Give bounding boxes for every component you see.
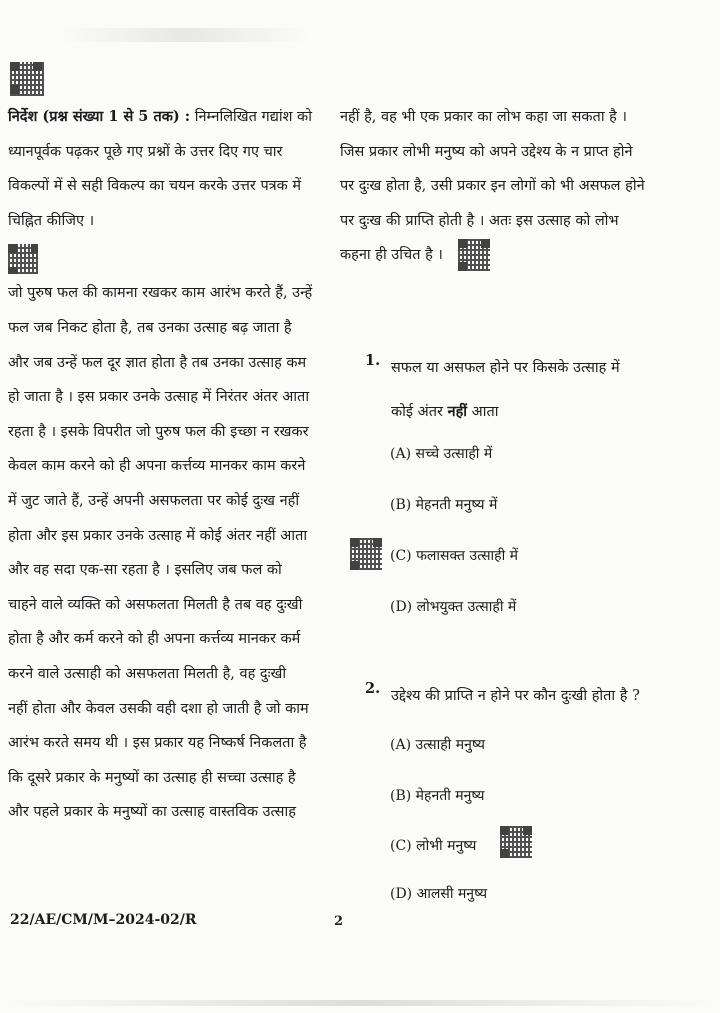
passage-line: जो पुरुष फल की कामना रखकर काम आरंभ करते हैं, उन्हें: [8, 285, 313, 302]
passage-line: पर दुःख होता है, उसी प्रकार इन लोगों को भी असफल होने: [340, 178, 645, 195]
qr-code-icon: [8, 244, 38, 274]
qr-code-icon: [500, 826, 532, 858]
passage-line: और वह सदा एक-सा रहता है । इसलिए जब फल को: [8, 562, 282, 579]
paper-code: 22/AE/CM/M–2024-02/R: [10, 912, 197, 928]
passage-line: करने वाले उत्साही को असफलता मिलती है, वह दुःखी: [8, 665, 287, 682]
question-text-line: उद्देश्य की प्राप्ति न होने पर कौन दुःखी होता है ?: [391, 688, 640, 704]
passage-line: हो जाता है । इस प्रकार उनके उत्साह में निरंतर अंतर आता: [8, 389, 310, 406]
passage-left: [8, 276, 334, 830]
passage-line: चाहने वाले व्यक्ति को असफलता मिलती है तब वह दुःखी: [8, 596, 303, 613]
passage-line: जिस प्रकार लोभी मनुष्य को अपने उद्देश्य के न प्राप्त होने: [340, 143, 633, 160]
passage-line: फल जब निकट होता है, तब उनका उत्साह बढ़ जाता है: [8, 319, 292, 336]
option-1a[interactable]: (A) सच्चे उत्साही में: [390, 446, 493, 462]
passage-line: रहता है । इसके विपरीत जो पुरुष फल की इच्छा न रखकर: [8, 423, 309, 440]
question-number: 2.: [365, 680, 381, 697]
directions-label: निर्देश (प्रश्न संख्या 1 से 5 तक) :: [8, 108, 191, 125]
question-number: 1.: [365, 352, 381, 369]
passage-line: पर दुःख की प्राप्ति होती है । अतः इस उत्साह को लोभ: [340, 212, 619, 229]
option-2b[interactable]: (B) मेहनती मनुष्य: [390, 788, 485, 804]
qr-code-icon: [10, 62, 44, 96]
passage-line: नहीं होता और केवल उसकी वही दशा हो जाती है जो काम: [8, 700, 309, 717]
passage-line: होता और इस प्रकार उनके उत्साह में कोई अंतर नहीं आता: [8, 527, 308, 544]
qr-code-icon: [350, 538, 382, 570]
passage-line: नहीं है, वह भी एक प्रकार का लोभ कहा जा सकता है ।: [340, 109, 627, 125]
passage-line: कहना ही उचित है ।: [340, 247, 443, 264]
qr-code-icon: [458, 239, 490, 271]
directions-line: चिह्नित कीजिए ।: [8, 212, 95, 229]
question-text: [391, 674, 685, 718]
passage-right: [340, 100, 680, 273]
directions-line: विकल्पों में से सही विकल्प का चयन करके उत्तर पत्रक में: [8, 178, 302, 195]
page-number: 2: [334, 914, 344, 929]
passage-line: और जब उन्हें फल दूर ज्ञात होता है तब उनका उत्साह कम: [8, 354, 307, 371]
directions: [8, 100, 334, 238]
option-2a[interactable]: (A) उत्साही मनुष्य: [390, 737, 485, 753]
right-column: [340, 100, 680, 273]
option-1b[interactable]: (B) मेहनती मनुष्य में: [390, 497, 498, 513]
question-text-line: आता: [467, 404, 499, 420]
passage-line: आरंभ करते समय थी । इस प्रकार यह निष्कर्ष निकलता है: [8, 735, 307, 752]
option-1d[interactable]: (D) लोभयुक्त उत्साही में: [390, 599, 517, 615]
question-2: [365, 674, 685, 718]
option-2c[interactable]: (C) लोभी मनुष्य: [390, 838, 477, 854]
scan-artifact-top: [60, 28, 310, 42]
question-1: [365, 346, 685, 434]
passage-line: होता है और कर्म करने को ही अपना कर्त्तव्य मानकर कर्म: [8, 631, 301, 648]
question-emphasis: नहीं: [447, 403, 468, 420]
passage-line: कि दूसरे प्रकार के मनुष्यों का उत्साह ही सच्चा उत्साह है: [8, 769, 296, 786]
directions-line: ध्यानपूर्वक पढ़कर पूछे गए प्रश्नों के उत्तर दिए गए चार: [8, 143, 283, 160]
question-text: [391, 346, 685, 434]
option-2d[interactable]: (D) आलसी मनुष्य: [390, 886, 488, 902]
passage-line: और पहले प्रकार के मनुष्यों का उत्साह वास्तविक उत्साह: [8, 804, 296, 821]
scan-artifact-bottom: [0, 1000, 720, 1006]
passage-line: में जुट जाते हैं, उन्हें अपनी असफलता पर कोई दुःख नहीं: [8, 492, 300, 509]
question-text-line: सफल या असफल होने पर किसके उत्साह में: [391, 360, 620, 376]
left-column: [8, 100, 334, 830]
option-1c[interactable]: (C) फलासक्त उत्साही में: [390, 548, 519, 564]
passage-line: केवल काम करने को ही अपना कर्त्तव्य मानकर काम करने: [8, 458, 306, 475]
directions-line: निम्नलिखित गद्यांश को: [190, 109, 312, 125]
question-text-line: कोई अंतर: [391, 404, 448, 420]
